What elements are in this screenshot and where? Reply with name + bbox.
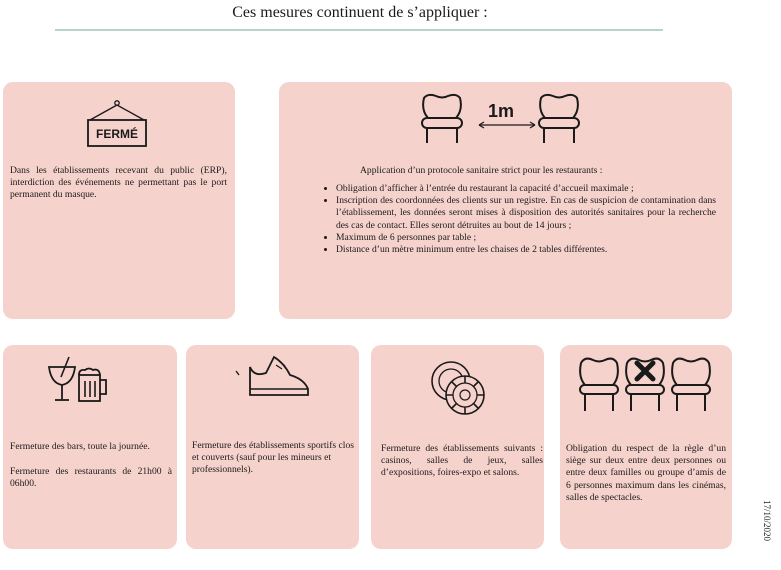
closed-sign-icon	[85, 100, 149, 148]
bars-text-1: Fermeture des bars, toute la journée.	[10, 441, 150, 452]
title-divider	[55, 29, 663, 31]
list-item: • Inscription des coordonnées des clients sur un registre. En cas de suspicion de contamination dans l’établissement, les données seront mises à disposition des autorités sanitaires pour la recherche des cas de contact. Elles seront détruites au bout de 14 jours ;	[336, 195, 716, 232]
sports-text: Fermeture des établissements sportifs clos et couverts (sauf pour les mineurs et professionnels).	[192, 440, 354, 476]
card-restaurants	[279, 82, 732, 319]
page-title: Ces mesures continuent de s’appliquer :	[232, 4, 488, 21]
casino-chip-icon	[429, 359, 487, 417]
restaurants-rules-list	[324, 183, 716, 256]
chair-icon	[535, 92, 583, 144]
erp-text: Dans les établissements recevant du public (ERP), interdiction des événements ne permettant pas le port permanent du masque.	[10, 165, 227, 201]
chair-icon	[577, 355, 621, 413]
card-casinos	[371, 345, 544, 549]
cinemas-text: Obligation du respect de la règle d’un siège sur deux entre deux personnes ou entre deux familles ou groupe d’amis de 6 personnes maximum dans les cinémas, salles de spectacles.	[566, 443, 726, 503]
list-item: • Maximum de 6 personnes par table ;	[336, 232, 716, 244]
restaurants-intro: Application d’un protocole sanitaire strict pour les restaurants :	[360, 165, 603, 176]
sneaker-icon	[234, 355, 312, 401]
closed-sign-label: FERMÉ	[96, 127, 138, 141]
date-text: 17/10/2020	[762, 500, 772, 542]
card-erp	[3, 82, 235, 319]
cross-icon	[634, 360, 656, 382]
card-cinemas	[560, 345, 732, 549]
casinos-text: Fermeture des établissements suivants : casinos, salles de jeux, salles d’expositions, foires-expo et salons.	[381, 443, 543, 479]
beer-mug-icon	[75, 367, 109, 403]
chair-icon	[418, 92, 466, 144]
distance-label: 1m	[488, 101, 515, 121]
card-sports	[186, 345, 359, 549]
bars-text-2: Fermeture des restaurants de 21h00 à 06h00.	[10, 466, 172, 490]
chair-icon	[669, 355, 713, 413]
card-bars	[3, 345, 177, 549]
date-label	[760, 500, 781, 560]
list-item: • Distance d’un mètre minimum entre les chaises de 2 tables différentes.	[336, 244, 716, 256]
list-item: • Obligation d’afficher à l’entrée du restaurant la capacité d’accueil maximale ;	[336, 183, 716, 195]
